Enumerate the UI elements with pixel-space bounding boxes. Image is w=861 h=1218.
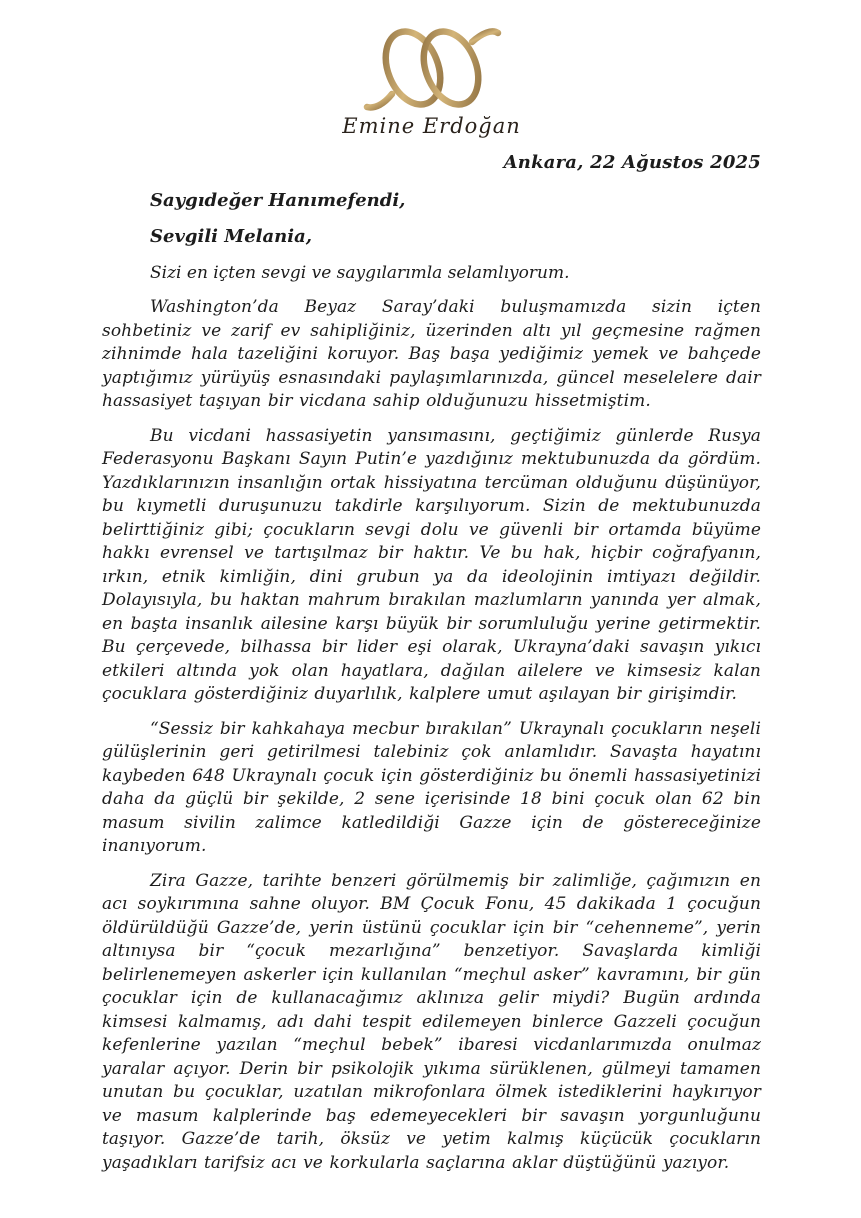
letterhead xyxy=(102,24,761,138)
dateline: Ankara, 22 Ağustos 2025 xyxy=(503,152,761,173)
body-paragraph-2: Bu vicdani hassasiyetin yansımasını, geçtiğimiz günlerde Rusya Federasyonu Başkanı Sayın Putin’e yazdığınız mektubunuzda da gördüm. Yazdıklarınızın insanlığın ortak hissiyatına tercüman olduğunu düşünüyor, bu kıymetli duruşunuzu takdirle karşılıyorum. Sizin de mektubunuzda belirttiğiniz gibi; çocukların sevgi dolu ve güvenli bir ortamda büyüme hakkı evrensel ve tartışılmaz bir haktır. Ve bu hak, hiçbir coğrafyanın, ırkın, etnik kimliğin, dini grubun ya da ideolojinin imtiyazı değildir. Dolayısıyla, bu haktan mahrum bırakılan mazlumların yanında yer almak, en başta insanlık ailesine karşı büyük bir sorumluluğu yerine getirmektir. Bu çerçevede, bilhassa bir lider eşi olarak, Ukrayna’daki savaşın yıkıcı etkileri altında yok olan hayatlara, dağılan ailelere ve kimsesiz kalan çocuklara gösterdiğiniz duyarlılık, kalplere umut aşılayan bir girişimdir. xyxy=(102,425,761,705)
letterhead-name: Emine Erdoğan xyxy=(342,114,521,138)
salutation-melania: Sevgili Melania, xyxy=(150,225,313,247)
greeting-line: Sizi en içten sevgi ve saygılarımla selamlıyorum. xyxy=(150,263,570,283)
emine-erdogan-monogram-icon xyxy=(346,24,518,112)
body-paragraph-4: Zira Gazze, tarihte benzeri görülmemiş bir zalimliğe, çağımızın en acı soykırımına sahne oluyor. BM Çocuk Fonu, 45 dakikada 1 çocuğun öldürüldüğü Gazze’de, yerin üstünü çocuklar için bir “cehenneme”, yerin altınıysa bir “çocuk mezarlığına” benzetiyor. Savaşlarda kimliği belirlenemeyen askerler için kullanılan “meçhul asker” kavramını, bir gün çocuklar için de kullanacağımız aklınıza gelir miydi? Bugün ardında kimsesi kalmamış, adı dahi tespit edilemeyen binlerce Gazzeli çocuğun kefenlerine yazılan “meçhul bebek” ibaresi vicdanlarımızda onulmaz yaralar açıyor. Derin bir psikolojik yıkıma sürüklenen, gülmeyi tamamen unutan bu çocuklar, uzatılan mikrofonlara ölmek istediklerini haykırıyor ve masum kalplerinde baş edemeyecekleri bir savaşın yorgunluğunu taşıyor. Gazze’de tarih, öksüz ve yetim kalmış küçücük çocukların yaşadıkları tarifsiz acı ve korkularla saçlarına aklar düştüğünü yazıyor. xyxy=(102,870,761,1173)
letter-body xyxy=(102,296,761,1175)
body-paragraph-1: Washington’da Beyaz Saray’daki buluşmamızda sizin içten sohbetiniz ve zarif ev sahipliğiniz, üzerinden altı yıl geçmesine rağmen zihnimde hala tazeliğini koruyor. Baş başa yediğimiz yemek ve bahçede yaptığımız yürüyüş esnasındaki paylaşımlarınızda, güncel meselelere dair hassasiyet taşıyan bir vicdana sahip olduğunuzu hissetmiştim. xyxy=(102,297,761,412)
salutation-hanimefendi: Saygıdeğer Hanımefendi, xyxy=(150,190,406,211)
body-paragraph-3: “Sessiz bir kahkahaya mecbur bırakılan” Ukraynalı çocukların neşeli gülüşlerinin geri getirilmesi talebiniz çok anlamlıdır. Savaşta hayatını kaybeden 648 Ukraynalı çocuk için gösterdiğiniz bu önemli hassasiyetinizi daha da güçlü bir şekilde, 2 sene içerisinde 18 bini çocuk olan 62 bin masum sivilin zalimce katledildiği Gazze için de göstereceğinize inanıyorum. xyxy=(102,718,761,857)
